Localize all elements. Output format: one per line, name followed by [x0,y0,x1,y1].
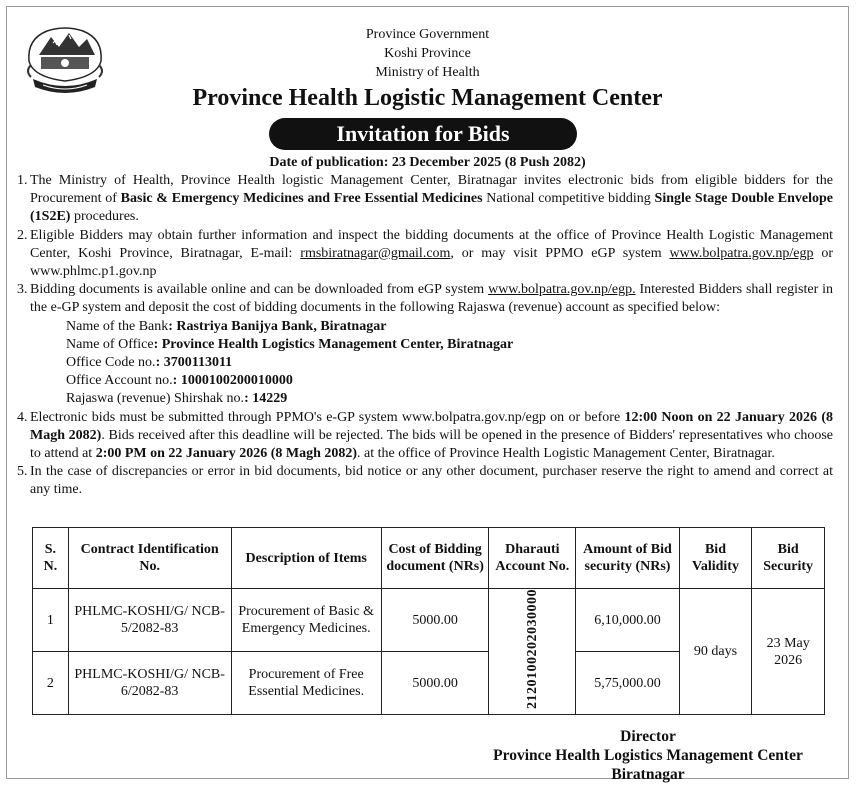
cell-cost: 5000.00 [381,652,488,715]
bold-text: Basic & Emergency Medicines and Free Essential Medicines [120,191,483,207]
cell-cost: 5000.00 [381,589,488,652]
office-account-line [30,372,833,390]
text: or www.phlmc.p1.gov.np [30,245,833,280]
egp-link[interactable]: www.bolpatra.gov.np/egp. [488,282,636,298]
notice-body [17,172,833,500]
signature-block [468,727,828,784]
header-cost: Cost of Bidding document (NRs) [381,528,488,589]
office-name-line [30,336,833,354]
text: In the case of discrepancies or error in bid documents, bid notice or any other document, purchaser reserve the right to amend and correct at any time. [30,464,833,498]
bold-text: 12:00 Noon on 22 January 2026 (8 Magh 2082) [30,409,833,443]
text: National competitive bidding [482,191,655,207]
text: . at the office of Province Health Logistic Management Center, Biratnagar. [357,446,775,462]
notice-page [6,6,849,783]
bids-table [32,527,825,715]
header-line-3: Ministry of Health [375,65,480,80]
paragraph-number: 2. [17,227,28,243]
cell-contract: PHLMC-KOSHI/G/ NCB-6/2082-83 [68,652,231,715]
egp-link[interactable]: www.bolpatra.gov.np/egp [669,245,814,261]
paragraph-3 [17,281,833,408]
text: Electronic bids must be submitted through PPMO's e-GP system www.bolpatra.gov.np/egp on or before [30,409,625,425]
header-amount: Amount of Bid security (NRs) [576,528,679,589]
header-description: Description of Items [231,528,381,589]
value: : 3700113011 [155,355,233,371]
paragraph-4 [17,409,833,464]
cell-description: Procurement of Free Essential Medicines. [231,652,381,715]
signature-org: Province Health Logistics Management Center [493,747,803,764]
bank-name-line [30,318,833,336]
page-title: Province Health Logistic Management Center [192,85,663,111]
paragraph-number: 3. [17,282,28,298]
paragraph-number: 5. [17,464,28,480]
value: : 1000100200010000 [172,373,293,389]
publication-date: Date of publication: 23 December 2025 (8 Push 2082) [269,155,586,170]
signature-place: Biratnagar [611,766,685,783]
header-dharauti: Dharauti Account No. [489,528,576,589]
paragraph-2 [17,227,833,282]
cell-dharauti [489,589,576,715]
header-sn: S. N. [33,528,69,589]
dharauti-account-number: 2120100202030000 [524,589,540,709]
cell-contract: PHLMC-KOSHI/G/ NCB-5/2082-83 [68,589,231,652]
label: Name of Office [66,336,154,352]
email-link[interactable]: rmsbiratnagar@gmail.com [300,245,451,261]
paragraph-5 [17,463,833,499]
text: Eligible Bidders may obtain further information and inspect the bidding documents at the office of Province Health Logistic Management Center, Koshi Province, Biratnagar, E-mail: [30,227,833,261]
signature-title: Director [620,728,676,745]
text: Interested Bidders shall register in the e-GP system and deposit the cost of bidding documents in the following Rajaswa (revenue) account as specified below: [30,282,833,316]
paragraph-number: 4. [17,409,28,425]
header-line-2: Koshi Province [384,46,471,61]
header-contract: Contract Identification No. [68,528,231,589]
table-row [33,589,825,652]
paragraph-number: 1. [17,173,28,188]
header-validity: Bid Validity [679,528,752,589]
text: , or may visit PPMO eGP system [450,245,670,261]
cell-description: Procurement of Basic & Emergency Medicines. [231,589,381,652]
label: Name of the Bank [66,318,169,334]
text: Bidding documents is available online and can be downloaded from eGP system [30,282,489,298]
rajaswa-line [30,390,833,408]
value: : 14229 [244,391,288,407]
cell-sn: 2 [33,652,69,715]
label: Rajaswa (revenue) Shirshak no. [66,391,245,407]
cell-amount: 6,10,000.00 [576,589,679,652]
office-code-line [30,354,833,372]
header-security: Bid Security [752,528,825,589]
bold-text: 2:00 PM on 22 January 2026 (8 Magh 2082) [95,446,358,462]
cell-security: 23 May 2026 [752,589,825,715]
value: : Province Health Logistics Management Center, Biratnagar [153,336,514,352]
text: . Bids received after this deadline will be rejected. The bids will be opened in the presence of Bidders' representatives who choose to attend at [30,427,833,462]
banner-title: Invitation for Bids [269,118,577,150]
value: : Rastriya Banijya Bank, Biratnagar [168,318,387,334]
label: Office Account no. [66,373,173,389]
text: The Ministry of Health, Province Health logistic Management Center, Biratnagar invites electronic bids from eligible bidders for the Procurement of [30,173,833,207]
cell-sn: 1 [33,589,69,652]
label: Office Code no. [66,355,156,371]
bold-text: Single Stage Double Envelope (1S2E) [30,191,833,225]
table-header-row [33,528,825,589]
text: procedures. [70,209,139,225]
header-line-1: Province Government [365,27,490,42]
cell-amount: 5,75,000.00 [576,652,679,715]
paragraph-1 [17,172,833,227]
cell-validity: 90 days [679,589,752,715]
